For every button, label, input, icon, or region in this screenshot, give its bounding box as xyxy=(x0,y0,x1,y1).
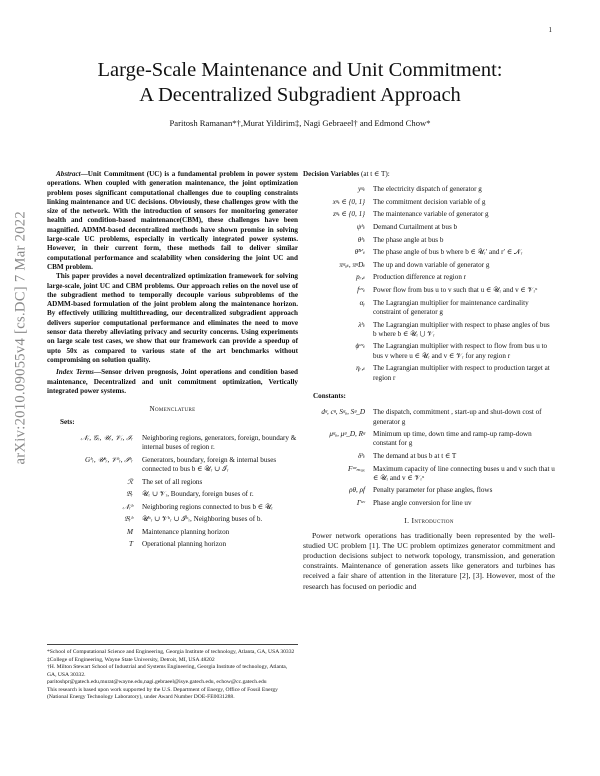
decision-variables-sub: (at t ∈ T): xyxy=(360,170,390,178)
nomenclature-entry xyxy=(47,456,298,475)
decision-variables-list xyxy=(303,185,555,383)
entry-description: Generators, boundary, foreign & internal buses connected to bus b ∈ 𝒰ᵣ ∪ ℐᵣ xyxy=(142,455,277,473)
entry-symbol: ψᵇₜ xyxy=(356,223,365,232)
left-column xyxy=(47,170,298,553)
entry-description: 𝒰ᵣ ∪ 𝒱ᵣ, Boundary, foreign buses of r. xyxy=(142,490,254,499)
entry-symbol: Fᵘᵛₘₐₓ xyxy=(348,464,365,473)
entry-description: Demand Curtailment at bus b xyxy=(373,223,458,232)
entry-description: The phase angle at bus b xyxy=(373,235,444,244)
introduction-text: Power network operations has traditionally been represented by the well-studied UC problem [1]. The UC problem optimizes generator commitment and production decisions subject to network topology, transmission, and generation constraints. Maintenance of generation assets like generators and turbines has received a fair share of attention in the literature [2], [3]. However, most of the research has focused on periodic and xyxy=(303,530,555,591)
nomenclature-entry xyxy=(303,486,555,495)
footnote: †H. Milton Stewart School of Industrial and Systems Engineering, Georgia Institute of technology, Atlanta, GA, USA 30332. xyxy=(47,664,288,678)
nomenclature-entry xyxy=(303,286,555,295)
entry-description: The dispatch, commitment , start-up and shut-down cost of generator g xyxy=(373,408,542,426)
index-terms xyxy=(47,368,298,396)
nomenclature-entry xyxy=(303,223,555,232)
entry-description: Maximum capacity of line connecting buses u and v such that u ∈ 𝒰ᵣ and v ∈ 𝒱ᵣᵘ xyxy=(373,464,555,482)
entry-description: Neighboring regions, generators, foreign, boundary & internal buses of region r. xyxy=(142,433,297,452)
entry-description: The set of all regions xyxy=(142,477,203,486)
nomenclature-entry xyxy=(303,452,555,461)
nomenclature-entry xyxy=(303,342,555,361)
nomenclature-entry xyxy=(303,430,555,449)
entry-symbol: Γᵘᵛ xyxy=(356,499,365,508)
entry-symbol: θ̃ᵇʳ′ₜ xyxy=(354,248,365,257)
entry-description: Phase angle conversion for line uv xyxy=(373,499,472,508)
decision-variables-heading: Decision Variables (at t ∈ T): xyxy=(303,170,390,178)
constants-heading: Constants: xyxy=(313,391,346,400)
entry-description: Production difference at region r xyxy=(373,273,467,282)
entry-symbol: xᵍₜ ∈ {0, 1} xyxy=(332,197,365,206)
title-line-2: A Decentralized Subgradient Approach xyxy=(139,84,461,106)
entry-description: The Lagrangian multiplier with respect to production target at region r xyxy=(373,364,550,382)
author-list: Paritosh Ramanan*†,Murat Yildirim‡, Nagi Gebraeel† and Edmond Chow* xyxy=(169,118,431,128)
entry-symbol: αᵧ xyxy=(359,298,365,307)
entry-symbol: 𝒩ᵣᵇ xyxy=(122,502,133,511)
nomenclature-entry xyxy=(47,515,298,524)
title-line-1: Large-Scale Maintenance and Unit Commitment: xyxy=(97,59,503,81)
entry-description: The demand at bus b at t ∈ T xyxy=(373,451,457,460)
entry-symbol: πᵍᵤₜ, πᵍDₜ xyxy=(339,260,365,269)
nomenclature-entry xyxy=(47,540,298,549)
entry-symbol: ηᵣ,ₜ xyxy=(356,364,365,373)
entry-description: 𝒰ᵇᵣ ∪ 𝒱ᵇᵣ ∪ ℐᵇᵣ, Neighboring buses of b. xyxy=(142,515,263,524)
nomenclature-entry xyxy=(303,465,555,484)
nomenclature-entry xyxy=(303,499,555,508)
entry-symbol: M xyxy=(127,527,133,536)
entry-symbol: λᵇₜ xyxy=(358,320,365,329)
entry-description: Neighboring regions connected to bus b ∈ 𝒰ᵣ xyxy=(142,502,273,511)
entry-symbol: ϕᵘᵛₜ xyxy=(355,342,365,351)
index-terms-label: Index Terms xyxy=(56,368,94,377)
entry-symbol: dᵍ, cᵍ, Sᵍᵤ, Sᵍ_D xyxy=(321,408,365,417)
nomenclature-entry xyxy=(47,490,298,499)
sets-heading: Sets: xyxy=(60,418,75,427)
entry-description: The maintenance variable of generator g xyxy=(373,210,489,219)
entry-symbol: 𝔅ᵣᵇ xyxy=(124,515,133,524)
entry-description: Minimum up time, down time and ramp-up ramp-down constant for g xyxy=(373,430,532,448)
nomenclature-entry xyxy=(303,261,555,270)
nomenclature-entry xyxy=(47,503,298,512)
entry-description: The Lagrangian multiplier with respect to flow from bus u to bus v where u ∈ 𝒰ᵣ and v ∈ 𝒱ᵣ for any region r xyxy=(373,342,548,360)
paper-title xyxy=(0,58,600,108)
page-number: 1 xyxy=(548,26,552,34)
abstract-text: —Unit Commitment (UC) is a fundamental problem in power system operations. When coupled with generation maintenance, the joint optimization problem poses significant computational challenges due to coupling constraints linking maintenance and UC decisions. Obviously, these challenges grow with the size of the network. With the introduction of sensors for monitoring generator health and condition-based maintenance(CBM), these challenges have been magnified. ADMM-based decentralized methods have shown promise in solving large-scale UC problems, especially in vertically integrated power systems. However, in their current form, these methods fail to deliver similar computational performance and scalability when considering the joint UC and CBM problem. xyxy=(47,170,298,271)
nomenclature-entry xyxy=(303,236,555,245)
entry-description: The Lagrangian multiplier for maintenance cardinality constraint of generator g xyxy=(373,298,529,316)
entry-description: The phase angle of bus b where b ∈ 𝒰ᵣ′ and r′ ∈ 𝒩ᵣ xyxy=(373,248,523,257)
nomenclature-heading: Nomenclature xyxy=(149,405,196,414)
footnotes xyxy=(47,644,298,702)
entry-description: The electricity dispatch of generator g xyxy=(373,185,482,194)
entry-description: Maintenance planning horizon xyxy=(142,527,230,536)
abstract-paragraph-2: This paper provides a novel decentralized optimization framework for solving large-scale, joint UC and CBM problems. Our approach relies on the novel use of the subgradient method to temporally decouple various subproblems of the ADMM-based formulation of the joint problem along the maintenance horizon. By effectively utilizing multithreading, our decentralized subgradient approach delivers superior computational performance and eliminates the need to move sensor data thereby alleviating privacy and security concerns. Using experiments on large scale test cases, we show that our framework can provide a speedup of upto 50x as compared to various state of the art benchmarks without compromising on solution quality. xyxy=(47,272,298,364)
entry-description: Operational planning horizon xyxy=(142,540,227,549)
nomenclature-entry xyxy=(303,248,555,257)
footnote: ‡College of Engineering, Wayne State University, Detroit, MI, USA 48202 xyxy=(47,656,215,663)
abstract-label: Abstract xyxy=(56,170,81,178)
entry-symbol: pᵣ,ₜ xyxy=(356,273,365,282)
footnote: This research is based upon work supported by the U.S. Department of Energy, Office of Fossil Energy (National Energy Technology Laboratory), under Award Number DOE-FE0031288. xyxy=(47,687,278,701)
entry-description: The commitment decision variable of g xyxy=(373,197,486,206)
nomenclature-entry xyxy=(303,210,555,219)
entry-symbol: ℛ xyxy=(127,477,133,486)
index-terms-text: —Sensor driven prognosis, Joint operations and condition based maintenance, Decentralized and unit commitment optimization, Vertically integrated power systems. xyxy=(47,368,298,395)
footnote: *School of Computational Science and Engineering, Georgia Institute of technology, Atlanta, GA, USA 30332 xyxy=(47,649,295,655)
nomenclature-entry xyxy=(47,478,298,487)
nomenclature-entry xyxy=(303,273,555,282)
nomenclature-entry xyxy=(303,185,555,194)
entry-symbol: 𝒩ᵣ, 𝒢ᵣ, 𝒰ᵣ, 𝒱ᵣ, ℐᵣ xyxy=(80,433,133,442)
entry-symbol: μᵍᵤ, μᵍ_D, Rᵍ xyxy=(329,430,365,439)
entry-description: The up and down variable of generator g xyxy=(373,260,490,269)
entry-symbol: fᵘᵛₜ xyxy=(357,286,365,295)
nomenclature-entry xyxy=(47,434,298,453)
right-column xyxy=(303,170,555,592)
nomenclature-entry xyxy=(303,321,555,340)
entry-symbol: yᵍₜ xyxy=(358,185,365,194)
abstract xyxy=(47,170,298,272)
nomenclature-entry xyxy=(303,364,555,383)
nomenclature-entry xyxy=(303,299,555,318)
arxiv-stamp: arXiv:2010.09055v4 [cs.DC] 7 Mar 2022 xyxy=(12,211,29,465)
entry-description: Power flow from bus u to v such that u ∈ 𝒰ᵣ and v ∈ 𝒱ᵣᵘ xyxy=(373,286,538,295)
nomenclature-entry xyxy=(47,528,298,537)
entry-description: The Lagrangian multiplier with respect to phase angles of bus b where b ∈ 𝒰ᵣ ⋃ 𝒱ᵣ xyxy=(373,320,550,338)
constants-list xyxy=(303,408,555,508)
entry-symbol: Gᵇᵣ, 𝒰ᵇᵣ, 𝒱ᵇᵣ, ℐᵇᵣ xyxy=(85,455,133,464)
entry-symbol: δᵇₜ xyxy=(357,451,365,460)
entry-symbol: zᵍₜ ∈ {0, 1} xyxy=(333,210,365,219)
entry-description: Penalty parameter for phase angles, flows xyxy=(373,486,493,495)
entry-symbol: θᵇₜ xyxy=(357,235,365,244)
entry-symbol: T xyxy=(129,540,133,549)
sets-list xyxy=(47,434,298,550)
entry-symbol: ρθ, ρf xyxy=(349,486,365,495)
nomenclature-entry xyxy=(303,198,555,207)
footnote: paritoshpr@gatech.edu,murat@wayne.edu,nagi.gebraeel@isye.gatech.edu, echow@cc.gatech.edu xyxy=(47,679,267,686)
nomenclature-entry xyxy=(303,408,555,427)
section-heading: I. Introduction xyxy=(404,516,454,526)
entry-symbol: 𝔅ᵣ xyxy=(126,490,133,499)
